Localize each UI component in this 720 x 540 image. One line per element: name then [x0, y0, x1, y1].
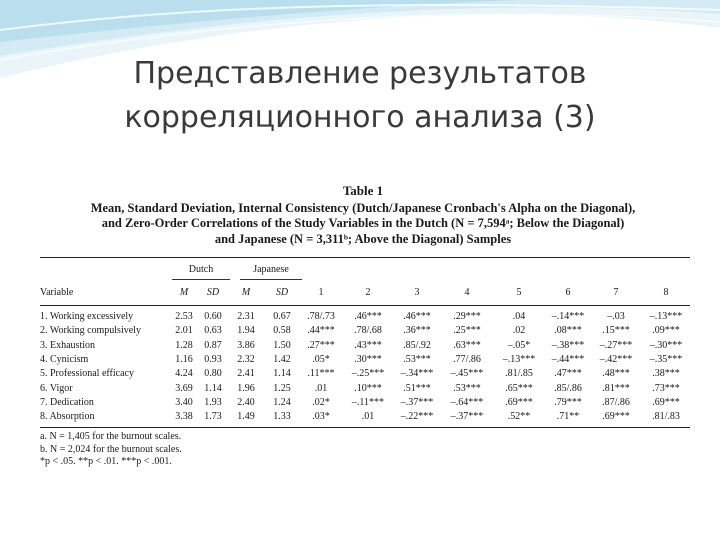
- table-cell: 2.32: [237, 353, 255, 365]
- group-underline: [172, 279, 230, 280]
- table-cell: 1.50: [273, 339, 291, 351]
- table-cell: .69***: [505, 396, 533, 408]
- slide-title-line-1: Представление результатов: [133, 56, 587, 91]
- table-cell: 3.38: [175, 411, 193, 423]
- table-cell: .69***: [652, 396, 680, 408]
- table-cell: .29***: [453, 311, 481, 322]
- table-cell: .77/.86: [453, 353, 481, 365]
- table-cell: 1.24: [273, 396, 291, 408]
- table-cell: 1.28: [175, 339, 193, 351]
- table-cell: .73***: [652, 382, 680, 394]
- table-cell: –.13***: [649, 311, 683, 322]
- column-header: 1: [318, 287, 324, 298]
- table-cell: .69***: [602, 411, 630, 423]
- table-cell: –.25***: [351, 368, 385, 380]
- table-cell: .25***: [453, 325, 481, 337]
- table-cell: –.11***: [351, 396, 385, 408]
- table-cell: 4.24: [175, 368, 193, 380]
- table-cell: –.22***: [400, 411, 434, 423]
- table-cell: .03*: [312, 411, 330, 423]
- table-cell: .81***: [602, 382, 630, 394]
- table-caption: [36, 183, 690, 247]
- table-cell: 1.93: [204, 396, 222, 408]
- table-cell: .53***: [403, 353, 431, 365]
- table-cell: .85/.86: [554, 382, 582, 394]
- table-cell: .08***: [554, 325, 582, 337]
- row-variable-label: 2. Working compulsively: [40, 325, 141, 337]
- table-cell: 1.94: [237, 325, 255, 337]
- table-cell: .27***: [307, 339, 335, 351]
- table-cell: .04: [512, 311, 526, 322]
- table-cell: 2.01: [175, 325, 193, 337]
- table-cell: .11***: [307, 368, 335, 380]
- table-cell: .02: [512, 325, 526, 337]
- column-header: M: [179, 287, 189, 298]
- column-header: 6: [565, 287, 571, 298]
- table-cell: 0.58: [273, 325, 291, 337]
- table-cell: .47***: [554, 368, 582, 380]
- table-cell: 1.14: [273, 368, 291, 380]
- table-bottom-rule: [40, 427, 690, 428]
- row-variable-label: 5. Professional efficacy: [40, 368, 134, 380]
- table-cell: .71**: [556, 411, 580, 423]
- table-cell: –.44***: [551, 353, 585, 365]
- table-cell: –.14***: [551, 311, 585, 322]
- table-cell: 0.60: [204, 311, 222, 322]
- table-cell: .65***: [505, 382, 533, 394]
- table-notes: [40, 431, 182, 469]
- table-cell: .05*: [312, 353, 330, 365]
- table-cell: –.27***: [599, 339, 633, 351]
- column-header: SD: [206, 287, 220, 298]
- table-cell: –.42***: [599, 353, 633, 365]
- table-cell: 2.31: [237, 311, 255, 322]
- table-cell: –.03: [607, 311, 625, 322]
- table-cell: .01: [314, 382, 328, 394]
- table-cell: 2.40: [237, 396, 255, 408]
- table-cell: 0.67: [273, 311, 291, 322]
- table-cell: –.13***: [502, 353, 536, 365]
- table-cell: –.37***: [450, 411, 484, 423]
- table-cell: 2.41: [237, 368, 255, 380]
- table-cell: .43***: [354, 339, 382, 351]
- table-top-rule: [40, 257, 690, 258]
- table-cell: .36***: [403, 325, 431, 337]
- table-cell: .09***: [652, 325, 680, 337]
- row-variable-label: 8. Absorption: [40, 411, 95, 423]
- table-cell: .63***: [453, 339, 481, 351]
- table-cell: .53***: [453, 382, 481, 394]
- table-cell: .46***: [403, 311, 431, 322]
- table-cell: .10***: [354, 382, 382, 394]
- column-header-variable: Variable: [40, 287, 74, 298]
- table-cell: .78/.73: [307, 311, 335, 322]
- table-cell: 1.96: [237, 382, 255, 394]
- column-header: 8: [663, 287, 669, 298]
- table-caption-line: Mean, Standard Deviation, Internal Consistency (Dutch/Japanese Cronbach's Alpha on the Diagonal),: [90, 200, 636, 215]
- table-cell: .44***: [307, 325, 335, 337]
- table-cell: .81/.85: [505, 368, 533, 380]
- table-cell: .52**: [507, 411, 531, 423]
- table-cell: .78/.68: [354, 325, 382, 337]
- column-header: 2: [365, 287, 371, 298]
- table-cell: –.30***: [649, 339, 683, 351]
- table-cell: –.37***: [400, 396, 434, 408]
- table-cell: 1.16: [175, 353, 193, 365]
- table-cell: 1.14: [204, 382, 222, 394]
- slide-title-line-2: корреляционного анализа (3): [124, 100, 596, 135]
- table-cell: .51***: [403, 382, 431, 394]
- table-caption-line: and Japanese (N = 3,311ᵇ; Above the Diagonal) Samples: [214, 231, 512, 246]
- table-caption-line: and Zero-Order Correlations of the Study Variables in the Dutch (N = 7,594ᵃ; Below the Diagonal): [101, 216, 625, 230]
- table-cell: .15***: [602, 325, 630, 337]
- table-cell: –.38***: [551, 339, 585, 351]
- table-cell: .30***: [354, 353, 382, 365]
- table-cell: 0.63: [204, 325, 222, 337]
- table-cell: .79***: [554, 396, 582, 408]
- row-variable-label: 4. Cynicism: [40, 353, 89, 365]
- slide-title: [60, 52, 660, 140]
- table-cell: 3.69: [175, 382, 193, 394]
- column-header: 4: [464, 287, 470, 298]
- table-cell: 2.53: [175, 311, 193, 322]
- table-cell: –.45***: [450, 368, 484, 380]
- table-header-rule: [40, 305, 690, 306]
- table-cell: 1.73: [204, 411, 222, 423]
- group-header-japanese: Japanese: [253, 264, 289, 275]
- row-variable-label: 7. Dedication: [40, 396, 94, 408]
- column-header: SD: [275, 287, 289, 298]
- row-variable-label: 3. Exhaustion: [40, 339, 95, 351]
- table-cell: .87/.86: [602, 396, 630, 408]
- table-cell: 1.49: [237, 411, 255, 423]
- table-cell: 3.40: [175, 396, 193, 408]
- table-cell: 1.25: [273, 382, 291, 394]
- table-note: b. N = 2,024 for the burnout scales.: [40, 443, 182, 455]
- table-cell: .48***: [602, 368, 630, 380]
- table-note: a. N = 1,405 for the burnout scales.: [40, 431, 182, 442]
- table-cell: –.35***: [649, 353, 683, 365]
- correlation-table: [36, 183, 690, 475]
- table-note: *p < .05. **p < .01. ***p < .001.: [40, 456, 172, 467]
- table-cell: .01: [361, 411, 375, 423]
- row-variable-label: 1. Working excessively: [40, 311, 134, 322]
- column-header: 7: [613, 287, 619, 298]
- table-cell: 0.80: [204, 368, 222, 380]
- table-cell: 1.33: [273, 411, 291, 423]
- row-variable-label: 6. Vigor: [40, 382, 73, 394]
- table-cell: 0.87: [204, 339, 222, 351]
- table-number: Table 1: [342, 183, 384, 198]
- table-cell: –.05*: [507, 339, 531, 351]
- column-header: M: [241, 287, 251, 298]
- table-cell: 3.86: [237, 339, 255, 351]
- group-underline: [240, 279, 302, 280]
- table-cell: .85/.92: [403, 339, 431, 351]
- table-cell: –.34***: [400, 368, 434, 380]
- column-header: 5: [516, 287, 522, 298]
- column-header: 3: [414, 287, 420, 298]
- table-cell: 0.93: [204, 353, 222, 365]
- table-cell: 1.42: [273, 353, 291, 365]
- table-cell: .81/.83: [652, 411, 680, 423]
- table-cell: .38***: [652, 368, 680, 380]
- table-cell: –.64***: [450, 396, 484, 408]
- group-header-dutch: Dutch: [188, 264, 214, 275]
- table-cell: .46***: [354, 311, 382, 322]
- table-cell: .02*: [312, 396, 330, 408]
